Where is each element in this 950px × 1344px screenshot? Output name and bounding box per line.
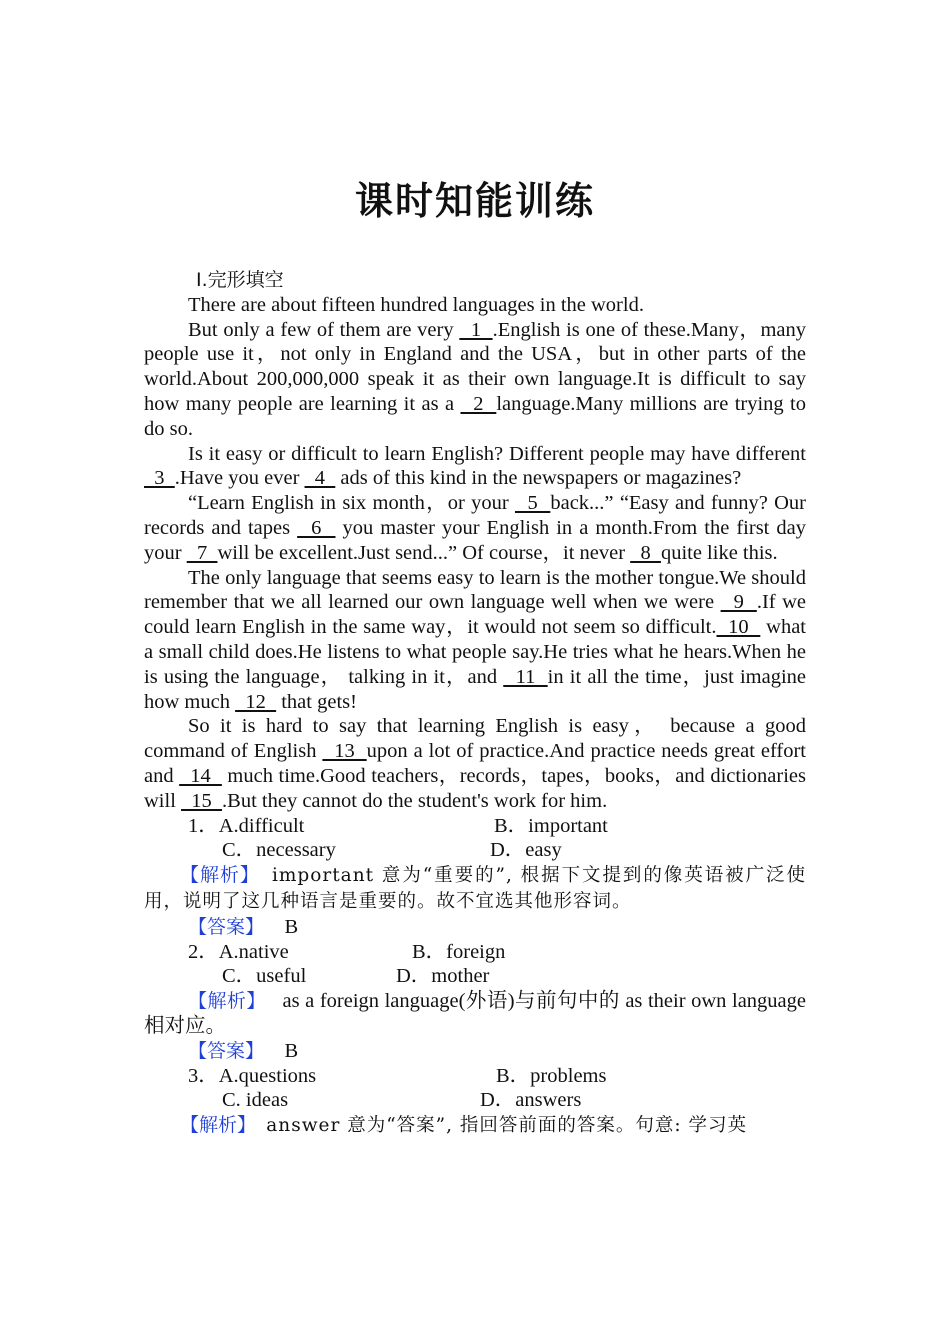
cloze-blank: 13 [322, 740, 367, 763]
exercise-content [144, 268, 806, 1139]
answer-tag: 【答案】 [188, 915, 265, 938]
choice-row [144, 814, 806, 839]
passage-text: back...” “Easy and funny? Our records and tapes [144, 492, 807, 539]
choice-row [144, 940, 806, 965]
cloze-blank: 5 [514, 492, 551, 515]
passage-paragraph [144, 442, 806, 492]
passage-text: much time.Good teachers，records，tapes，books，and dictionaries will [144, 764, 806, 812]
choice-b: B．important [494, 814, 608, 837]
passage-text: in it all the time，just imagine how much [144, 665, 806, 713]
choice-row [144, 1064, 806, 1089]
passage-paragraph [144, 714, 806, 813]
passage-paragraph [144, 566, 806, 715]
choice-b: B．problems [496, 1064, 607, 1087]
explanation [144, 863, 806, 915]
passage-text: ads of this kind in the newspapers or magazines? [335, 467, 742, 490]
passage-text: you master your English in a month.From the first day your [144, 516, 806, 564]
answer-tag: 【答案】 [188, 1039, 265, 1062]
cloze-passage [144, 293, 806, 814]
choice-a: 1．A.difficult [188, 814, 305, 837]
explanation-text: as a foreign language(外语)与前句中的 as their own language 相对应。 [144, 990, 806, 1037]
explanation-tag: 【解析】 [180, 1114, 257, 1137]
passage-paragraph [144, 293, 806, 318]
cloze-blank: 11 [503, 665, 548, 688]
answer-value: B [284, 915, 299, 938]
explanation-text: answer 意为“答案”, 指回答前面的答案。句意: 学习英 [266, 1115, 748, 1137]
choice-d: D．mother [396, 965, 490, 988]
passage-paragraph [144, 491, 806, 565]
cloze-blank: 8 [630, 541, 661, 564]
choice-d: D．easy [490, 839, 562, 862]
cloze-blank: 14 [179, 764, 222, 787]
passage-text: The only language that seems easy to learn is the mother tongue.We should remember that we all learned our own language well when we were [144, 566, 806, 614]
passage-text: .Have you ever [174, 467, 305, 490]
cloze-blank: 2 [460, 392, 497, 415]
cloze-blank: 3 [144, 467, 175, 490]
choice-row [144, 1088, 806, 1113]
passage-text: will be excellent.Just send...” Of course，it never [217, 541, 631, 564]
cloze-blank: 6 [297, 516, 336, 539]
question-1 [144, 814, 806, 940]
cloze-blank: 15 [181, 789, 223, 812]
choice-d: D．answers [480, 1089, 582, 1112]
choice-a: 3．A.questions [188, 1064, 317, 1087]
passage-text: .If we could learn English in the same way，it would not seem so difficult. [144, 591, 807, 639]
choice-c: C. ideas [222, 1089, 289, 1112]
choice-c: C．necessary [222, 839, 336, 862]
passage-paragraph [144, 318, 806, 442]
choice-row [144, 838, 806, 863]
cloze-blank: 12 [235, 690, 277, 713]
choice-row [144, 964, 806, 989]
choice-a: 2．A.native [188, 940, 289, 963]
passage-text: .English is one of these.Many，many people use it，not only in England and the USA，but in other parts of the world.About 200,000,000 speak it as their own language.It is difficult to say how many people are learning it as a [144, 318, 806, 415]
answer-value: B [284, 1039, 299, 1062]
section-heading: Ⅰ.完形填空 [196, 269, 284, 291]
passage-text: quite like this. [660, 541, 778, 564]
passage-text: “Learn English in six month，or your [188, 492, 515, 515]
passage-text: what a small child does.He listens to what people say.He tries what he hears.When he is using the language， talking in it，and [144, 616, 806, 688]
explanation-tag: 【解析】 [188, 990, 266, 1013]
passage-text: that gets! [276, 690, 357, 713]
cloze-blank: 7 [186, 541, 218, 564]
cloze-blank: 10 [716, 616, 761, 639]
explanation-text: important 意为“重要的”, 根据下文提到的像英语被广泛使用，说明了这几种语言是重要的。故不宜选其他形容词。 [144, 865, 807, 912]
passage-text: So it is hard to say that learning English is easy， because a good command of English [144, 715, 806, 763]
question-3 [144, 1064, 806, 1139]
explanation-tag: 【解析】 [180, 864, 260, 887]
passage-text: Is it easy or difficult to learn English? Different people may have different [188, 442, 806, 465]
passage-text: There are about fifteen hundred languages in the world. [188, 293, 644, 316]
choice-b: B．foreign [412, 940, 506, 963]
cloze-blank: 1 [459, 318, 493, 341]
page-title: 课时知能训练 [354, 179, 595, 223]
passage-text: language.Many millions are trying to do so. [144, 392, 807, 440]
passage-text: upon a lot of practice.And practice needs great effort and [144, 740, 806, 787]
cloze-blank: 9 [720, 591, 757, 614]
explanation [144, 1113, 806, 1139]
choice-c: C．useful [222, 965, 307, 988]
passage-text: But only a few of them are very [188, 318, 460, 341]
cloze-blank: 4 [304, 467, 336, 490]
answer-line [144, 915, 806, 940]
answer-line [144, 1039, 806, 1064]
explanation [144, 989, 806, 1039]
passage-text: .But they cannot do the student's work for him. [222, 789, 608, 812]
question-2 [144, 940, 806, 1064]
